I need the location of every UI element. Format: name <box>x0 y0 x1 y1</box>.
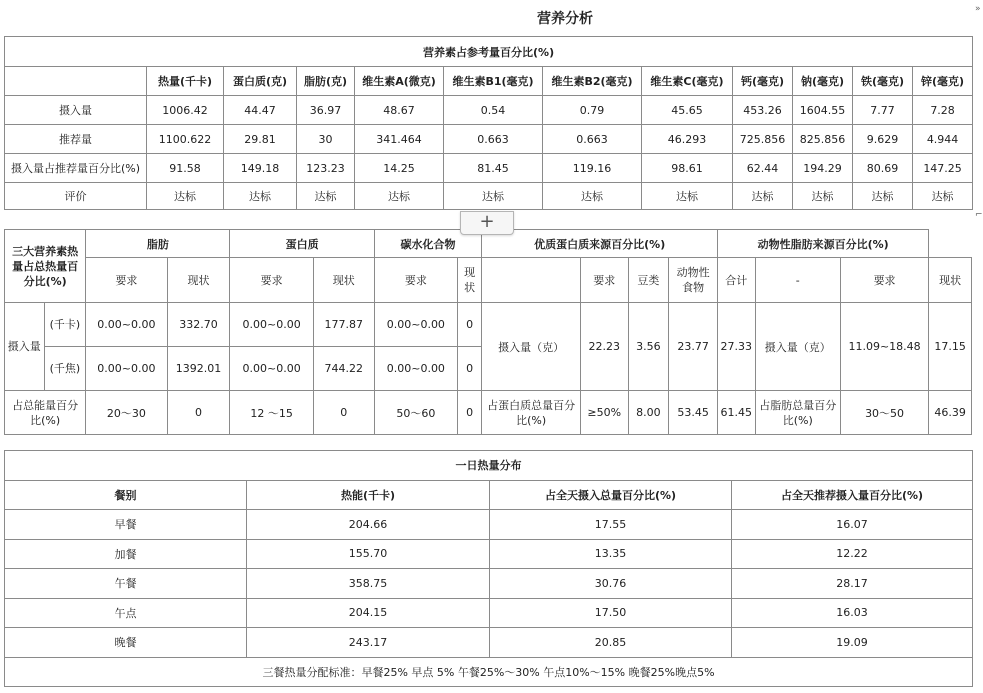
energy-pct-value: 0 <box>167 391 230 435</box>
nutrient-table-title: 营养素占参考量百分比(%) <box>5 37 973 67</box>
qp-intake-label: 摄入量（克） <box>482 303 581 391</box>
qp-animal-header: 动物性食物 <box>669 258 718 303</box>
nutrient-value-cell: 341.464 <box>355 125 444 154</box>
af-dash-header: - <box>755 258 840 303</box>
meal-name: 加餐 <box>5 539 247 569</box>
nutrient-value-cell: 98.61 <box>642 154 733 183</box>
nutrient-value-cell: 1006.42 <box>147 96 224 125</box>
meal-name: 晚餐 <box>5 628 247 658</box>
nutrient-row-intake <box>5 96 973 125</box>
kcal-value: 332.70 <box>167 303 230 347</box>
nutrient-value-cell: 达标 <box>444 183 543 210</box>
nutrient-header-cell: 铁(毫克) <box>853 67 913 96</box>
macro-nutrient-table <box>4 229 972 435</box>
nutrient-value-cell: 1100.622 <box>147 125 224 154</box>
nutrient-value-cell: 30 <box>297 125 355 154</box>
nutrient-header-cell: 钠(毫克) <box>793 67 853 96</box>
daily-value-cell: 243.17 <box>247 628 490 658</box>
qp-pct-label: 占蛋白质总量百分比(%) <box>482 391 581 435</box>
nutrient-header-cell: 脂肪(克) <box>297 67 355 96</box>
daily-table-title: 一日热量分布 <box>5 451 973 481</box>
nutrient-header-row <box>5 67 973 96</box>
af-pct-label: 占脂肪总量百分比(%) <box>755 391 840 435</box>
nutrient-value-cell: 725.856 <box>733 125 793 154</box>
animal-fat-title: 动物性脂肪来源百分比(%) <box>718 230 929 258</box>
daily-value-cell: 16.03 <box>732 598 973 628</box>
macro-corner-label: 三大营养素热量占总热量百分比(%) <box>5 230 86 303</box>
protein-required-header: 要求 <box>230 258 313 303</box>
qp-pct-value: 61.45 <box>718 391 756 435</box>
page-title: 营养分析 <box>537 11 593 27</box>
daily-value-cell: 19.09 <box>732 628 973 658</box>
energy-pct-value: 0 <box>313 391 374 435</box>
af-intake-value: 11.09~18.48 <box>840 303 928 391</box>
daily-value-cell: 204.15 <box>247 598 490 628</box>
qp-required-header: 要求 <box>580 258 628 303</box>
nutrient-header-cell: 锌(毫克) <box>913 67 973 96</box>
qp-intake-value: 3.56 <box>628 303 669 391</box>
kj-value: 0.00~0.00 <box>374 347 457 391</box>
nutrient-header-cell: 维生素B2(毫克) <box>543 67 642 96</box>
daily-value-cell: 358.75 <box>247 569 490 599</box>
energy-pct-value: 12 ～15 <box>230 391 313 435</box>
nutrient-row-label: 摄入量占推荐量百分比(%) <box>5 154 147 183</box>
nutrient-value-cell: 36.97 <box>297 96 355 125</box>
nutrient-row-recommended <box>5 125 973 154</box>
nutrient-value-cell: 4.944 <box>913 125 973 154</box>
nutrient-row-label: 评价 <box>5 183 147 210</box>
daily-value-cell: 30.76 <box>490 569 732 599</box>
nutrient-header-cell: 维生素B1(毫克) <box>444 67 543 96</box>
kcal-value: 0.00~0.00 <box>230 303 313 347</box>
nutrient-value-cell: 达标 <box>224 183 297 210</box>
daily-header-cell: 占全天摄入总量百分比(%) <box>490 480 732 510</box>
kcal-value: 0.00~0.00 <box>86 303 167 347</box>
fat-header: 脂肪 <box>86 230 230 258</box>
nutrient-value-cell: 48.67 <box>355 96 444 125</box>
carb-required-header: 要求 <box>374 258 457 303</box>
nutrient-value-cell: 0.79 <box>543 96 642 125</box>
carb-status-header: 现状 <box>457 258 481 303</box>
kcal-value: 177.87 <box>313 303 374 347</box>
expand-plus-button[interactable]: + <box>460 211 514 235</box>
meal-name: 午餐 <box>5 569 247 599</box>
quality-protein-title: 优质蛋白质来源百分比(%) <box>482 230 718 258</box>
nutrient-row-label: 推荐量 <box>5 125 147 154</box>
nutrient-value-cell: 62.44 <box>733 154 793 183</box>
nutrient-value-cell: 7.28 <box>913 96 973 125</box>
daily-distribution-table <box>4 450 973 687</box>
nutrient-header-cell: 热量(千卡) <box>147 67 224 96</box>
daily-row <box>5 539 973 569</box>
daily-row <box>5 569 973 599</box>
daily-header-row <box>5 480 973 510</box>
qp-pct-value: 53.45 <box>669 391 718 435</box>
nutrient-value-cell: 91.58 <box>147 154 224 183</box>
daily-row <box>5 628 973 658</box>
daily-header-cell: 餐别 <box>5 480 247 510</box>
qp-empty-header <box>482 258 581 303</box>
fat-required-header: 要求 <box>86 258 167 303</box>
nutrient-value-cell: 达标 <box>297 183 355 210</box>
protein-header: 蛋白质 <box>230 230 374 258</box>
nutrient-value-cell: 9.629 <box>853 125 913 154</box>
nutrient-value-cell: 825.856 <box>793 125 853 154</box>
nutrient-value-cell: 46.293 <box>642 125 733 154</box>
nutrient-value-cell: 1604.55 <box>793 96 853 125</box>
nutrient-value-cell: 达标 <box>543 183 642 210</box>
kj-value: 0 <box>457 347 481 391</box>
nutrient-value-cell: 达标 <box>733 183 793 210</box>
nutrient-value-cell: 147.25 <box>913 154 973 183</box>
qp-intake-value: 23.77 <box>669 303 718 391</box>
qp-pct-value: 8.00 <box>628 391 669 435</box>
nutrient-value-cell: 达标 <box>793 183 853 210</box>
af-intake-label: 摄入量（克） <box>755 303 840 391</box>
nutrient-row-label: 摄入量 <box>5 96 147 125</box>
nutrient-value-cell: 194.29 <box>793 154 853 183</box>
nutrient-header-cell: 维生素C(毫克) <box>642 67 733 96</box>
nutrient-value-cell: 0.663 <box>444 125 543 154</box>
nutrient-value-cell: 0.54 <box>444 96 543 125</box>
nutrient-value-cell: 453.26 <box>733 96 793 125</box>
nutrient-value-cell: 达标 <box>355 183 444 210</box>
daily-value-cell: 28.17 <box>732 569 973 599</box>
nutrient-value-cell: 44.47 <box>224 96 297 125</box>
daily-value-cell: 155.70 <box>247 539 490 569</box>
protein-status-header: 现状 <box>313 258 374 303</box>
kj-value: 1392.01 <box>167 347 230 391</box>
daily-row <box>5 598 973 628</box>
nutrient-value-cell: 80.69 <box>853 154 913 183</box>
kj-value: 744.22 <box>313 347 374 391</box>
nutrient-header-cell: 维生素A(微克) <box>355 67 444 96</box>
meal-name: 午点 <box>5 598 247 628</box>
energy-pct-value: 20～30 <box>86 391 167 435</box>
corner-arrow-icon: » <box>975 4 981 14</box>
nutrient-value-cell: 达标 <box>147 183 224 210</box>
nutrient-value-cell: 81.45 <box>444 154 543 183</box>
daily-row <box>5 510 973 540</box>
nutrient-header-cell: 钙(毫克) <box>733 67 793 96</box>
nutrient-value-cell: 45.65 <box>642 96 733 125</box>
qp-pct-value: ≥50% <box>580 391 628 435</box>
energy-pct-value: 50～60 <box>374 391 457 435</box>
daily-value-cell: 13.35 <box>490 539 732 569</box>
resize-corner-icon: ⌐ <box>975 210 983 220</box>
af-intake-value: 17.15 <box>929 303 972 391</box>
nutrient-value-cell: 达标 <box>913 183 973 210</box>
kj-value: 0.00~0.00 <box>230 347 313 391</box>
nutrient-value-cell: 0.663 <box>543 125 642 154</box>
qp-total-header: 合计 <box>718 258 756 303</box>
qp-beans-header: 豆类 <box>628 258 669 303</box>
daily-value-cell: 204.66 <box>247 510 490 540</box>
af-status-header: 现状 <box>929 258 972 303</box>
daily-value-cell: 17.50 <box>490 598 732 628</box>
af-required-header: 要求 <box>840 258 928 303</box>
daily-header-cell: 热能(千卡) <box>247 480 490 510</box>
meal-name: 早餐 <box>5 510 247 540</box>
nutrient-value-cell: 29.81 <box>224 125 297 154</box>
daily-value-cell: 17.55 <box>490 510 732 540</box>
daily-value-cell: 12.22 <box>732 539 973 569</box>
nutrient-value-cell: 123.23 <box>297 154 355 183</box>
nutrient-row-percentage <box>5 154 973 183</box>
qp-intake-value: 22.23 <box>580 303 628 391</box>
daily-footer-note: 三餐热量分配标准：早餐25% 早点 5% 午餐25%～30% 午点10%～15% 晚餐25%晚点5% <box>5 657 973 687</box>
energy-pct-label: 占总能量百分比(%) <box>5 391 86 435</box>
kj-value: 0.00~0.00 <box>86 347 167 391</box>
nutrient-row-evaluation <box>5 183 973 210</box>
nutrient-value-cell: 达标 <box>642 183 733 210</box>
af-pct-value: 46.39 <box>929 391 972 435</box>
kcal-value: 0 <box>457 303 481 347</box>
nutrient-reference-table <box>4 36 973 210</box>
header-empty <box>5 67 147 96</box>
nutrient-value-cell: 达标 <box>853 183 913 210</box>
nutrient-value-cell: 119.16 <box>543 154 642 183</box>
unit-kcal: (千卡) <box>44 303 86 347</box>
nutrient-value-cell: 14.25 <box>355 154 444 183</box>
daily-value-cell: 20.85 <box>490 628 732 658</box>
nutrient-header-cell: 蛋白质(克) <box>224 67 297 96</box>
kcal-value: 0.00~0.00 <box>374 303 457 347</box>
daily-header-cell: 占全天推荐摄入量百分比(%) <box>732 480 973 510</box>
qp-intake-value: 27.33 <box>718 303 756 391</box>
intake-label: 摄入量 <box>5 303 45 391</box>
energy-pct-value: 0 <box>457 391 481 435</box>
af-pct-value: 30～50 <box>840 391 928 435</box>
fat-status-header: 现状 <box>167 258 230 303</box>
unit-kj: (千焦) <box>44 347 86 391</box>
daily-value-cell: 16.07 <box>732 510 973 540</box>
nutrient-value-cell: 7.77 <box>853 96 913 125</box>
carb-header: 碳水化合物 <box>374 230 482 258</box>
nutrient-value-cell: 149.18 <box>224 154 297 183</box>
